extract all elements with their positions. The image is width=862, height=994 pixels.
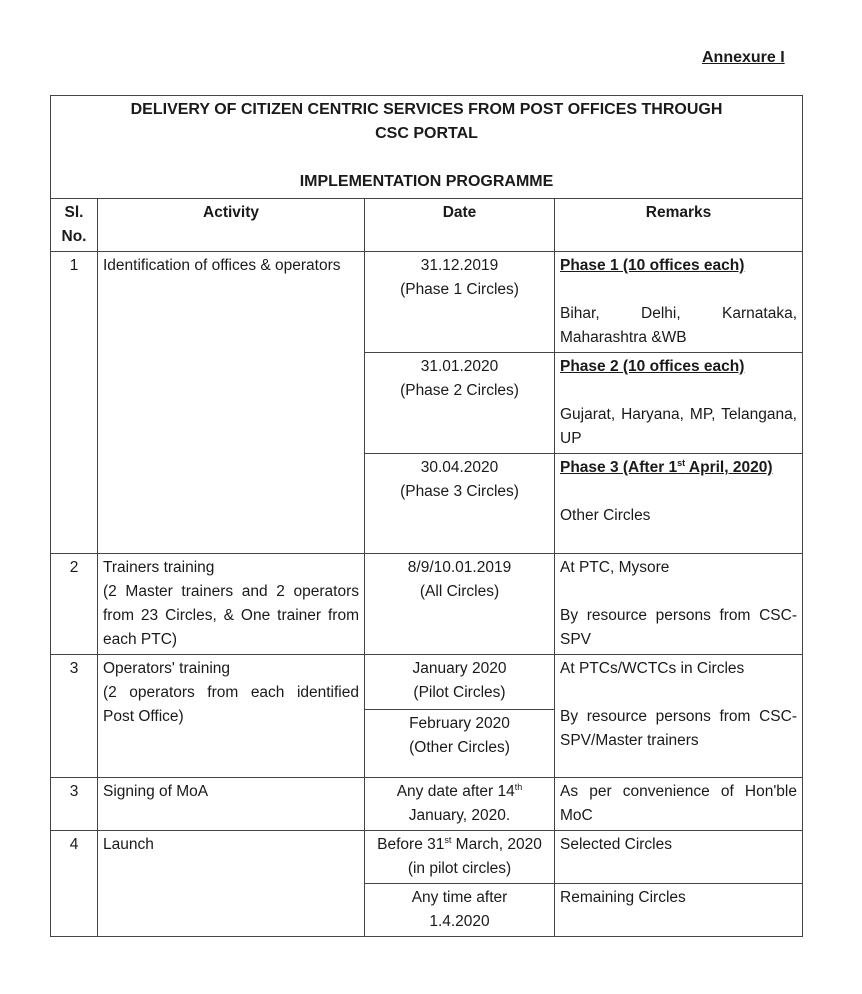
table-row bbox=[51, 554, 803, 655]
sl-cell: 4 bbox=[51, 831, 98, 937]
remarks-cell bbox=[555, 454, 803, 554]
remarks-cell: Remaining Circles bbox=[555, 884, 803, 937]
phase-heading: Phase 3 (After 1st April, 2020) bbox=[560, 457, 773, 476]
date-note: January, 2020. bbox=[408, 807, 511, 824]
table-row bbox=[51, 831, 803, 884]
header-row bbox=[51, 199, 803, 252]
remarks-cell bbox=[555, 353, 803, 454]
remarks-cell: As per convenience of Hon'ble MoC bbox=[555, 778, 803, 831]
date-cell bbox=[365, 353, 555, 454]
sl-cell: 1 bbox=[51, 252, 98, 554]
header-activity: Activity bbox=[98, 199, 365, 252]
annexure-label: Annexure I bbox=[702, 49, 785, 66]
date-note: (Phase 1 Circles) bbox=[400, 281, 519, 298]
implementation-table bbox=[50, 95, 803, 937]
phase-heading: Phase 2 (10 offices each) bbox=[560, 358, 745, 375]
date-cell bbox=[365, 655, 555, 710]
title-line-2: CSC PORTAL bbox=[375, 125, 478, 142]
remarks-detail: By resource persons from CSC-SPV bbox=[560, 607, 797, 648]
table-row bbox=[51, 655, 803, 710]
title-line-3: IMPLEMENTATION PROGRAMME bbox=[299, 173, 554, 190]
title-line-1: DELIVERY OF CITIZEN CENTRIC SERVICES FROM POST OFFICES THROUGH bbox=[130, 101, 723, 118]
header-remarks: Remarks bbox=[555, 199, 803, 252]
activity-title: Trainers training bbox=[103, 559, 215, 576]
remarks-location: At PTCs/WCTCs in Circles bbox=[560, 660, 745, 677]
date-value: Any date after 14th bbox=[396, 781, 523, 800]
remarks-cell bbox=[555, 554, 803, 655]
remarks-cell bbox=[555, 252, 803, 353]
date-cell bbox=[365, 884, 555, 937]
activity-detail: (2 operators from each identified Post Office) bbox=[103, 684, 359, 725]
date-value: 8/9/10.01.2019 bbox=[407, 559, 512, 576]
activity-cell bbox=[98, 655, 365, 778]
date-value: February 2020 bbox=[409, 715, 510, 732]
phase-circles: Gujarat, Haryana, MP, Telangana, UP bbox=[560, 406, 797, 447]
table-row bbox=[51, 778, 803, 831]
date-cell bbox=[365, 454, 555, 554]
date-value: Any time after bbox=[411, 889, 508, 906]
date-value: 30.04.2020 bbox=[420, 459, 499, 476]
sl-cell: 2 bbox=[51, 554, 98, 655]
date-cell bbox=[365, 710, 555, 778]
date-note: 1.4.2020 bbox=[429, 913, 490, 930]
table-title bbox=[51, 96, 803, 199]
date-note: (Phase 2 Circles) bbox=[400, 382, 519, 399]
table-row bbox=[51, 252, 803, 353]
phase-heading: Phase 1 (10 offices each) bbox=[560, 257, 745, 274]
activity-cell: Signing of MoA bbox=[98, 778, 365, 831]
sl-cell: 3 bbox=[51, 778, 98, 831]
date-value: January 2020 bbox=[412, 660, 507, 677]
date-cell: Before 31st March, 2020 (in pilot circles) bbox=[365, 831, 555, 884]
date-cell bbox=[365, 252, 555, 353]
remarks-cell bbox=[555, 655, 803, 778]
activity-cell: Identification of offices & operators bbox=[98, 252, 365, 554]
activity-title: Operators' training bbox=[103, 660, 231, 677]
header-date: Date bbox=[365, 199, 555, 252]
activity-cell bbox=[98, 554, 365, 655]
title-row bbox=[51, 96, 803, 199]
date-note: (Other Circles) bbox=[409, 739, 510, 756]
date-value: 31.12.2019 bbox=[420, 257, 499, 274]
date-note: (Pilot Circles) bbox=[413, 684, 506, 701]
phase-circles: Other Circles bbox=[560, 507, 651, 524]
date-note: (All Circles) bbox=[419, 583, 500, 600]
remarks-detail: By resource persons from CSC-SPV/Master trainers bbox=[560, 708, 797, 749]
activity-cell: Launch bbox=[98, 831, 365, 937]
phase-circles: Bihar, Delhi, Karnataka, Maharashtra &WB bbox=[560, 305, 797, 346]
remarks-location: At PTC, Mysore bbox=[560, 559, 670, 576]
sl-cell: 3 bbox=[51, 655, 98, 778]
date-cell bbox=[365, 554, 555, 655]
date-value: 31.01.2020 bbox=[420, 358, 499, 375]
date-cell bbox=[365, 778, 555, 831]
activity-detail: (2 Master trainers and 2 operators from 23 Circles, & One trainer from each PTC) bbox=[103, 583, 359, 648]
date-note: (Phase 3 Circles) bbox=[400, 483, 519, 500]
remarks-cell: Selected Circles bbox=[555, 831, 803, 884]
header-sl: Sl. No. bbox=[51, 199, 98, 252]
